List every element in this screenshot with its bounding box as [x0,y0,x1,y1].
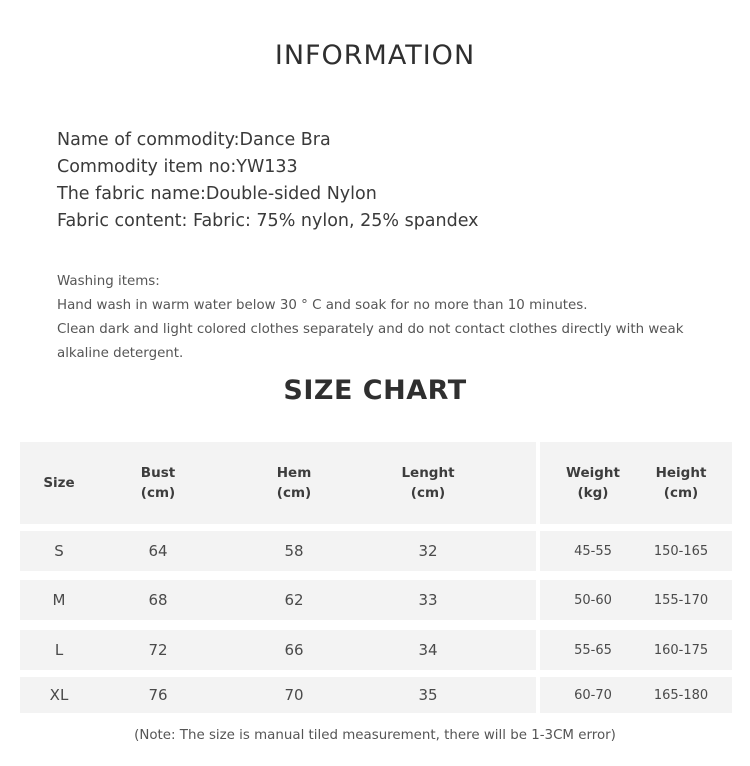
cell-bust: 76 [148,686,168,704]
cell-weight: 60-70 [574,687,612,703]
cell-size: L [54,641,64,659]
cell-height: 165-180 [653,687,709,703]
washing-instructions [57,270,717,366]
header-length: Lenght (cm) [401,465,455,501]
fabric-content: Fabric content: Fabric: 75% nylon, 25% spandex [57,211,479,231]
cell-height: 150-165 [653,543,709,559]
cell-length: 33 [418,591,438,609]
cell-length: 32 [418,542,438,560]
header-weight: Weight (kg) [566,465,620,501]
fabric-name: The fabric name:Double-sided Nylon [57,184,377,204]
cell-height: 160-175 [653,642,709,658]
commodity-name: Name of commodity:Dance Bra [57,130,331,150]
cell-bust: 72 [148,641,168,659]
header-bust: Bust (cm) [140,465,176,501]
washing-line-2: Clean dark and light colored clothes separately and do not contact clothes directly with weak alkaline detergent. [57,322,684,361]
header-hem: Hem (cm) [276,465,312,501]
table-header-row [20,442,732,524]
cell-hem: 66 [284,641,304,659]
cell-weight: 50-60 [574,592,612,608]
cell-hem: 62 [284,591,304,609]
cell-hem: 58 [284,542,304,560]
washing-heading: Washing items: [57,274,160,289]
product-info [57,127,479,235]
cell-bust: 64 [148,542,168,560]
washing-line-1: Hand wash in warm water below 30 ° C and soak for no more than 10 minutes. [57,298,588,313]
cell-size: S [54,542,64,560]
information-title: INFORMATION [274,40,476,71]
cell-height: 155-170 [653,592,709,608]
cell-bust: 68 [148,591,168,609]
table-row [20,677,732,713]
cell-weight: 55-65 [574,642,612,658]
cell-weight: 45-55 [574,543,612,559]
cell-length: 34 [418,641,438,659]
cell-size: XL [49,686,69,704]
size-chart-note: (Note: The size is manual tiled measurement, there will be 1-3CM error) [134,728,616,743]
table-row [20,580,732,620]
cell-size: M [52,591,66,609]
cell-hem: 70 [284,686,304,704]
table-row [20,630,732,670]
header-height: Height (cm) [655,465,707,501]
size-chart-title: SIZE CHART [283,375,467,406]
header-size: Size [43,475,75,491]
table-row [20,531,732,571]
cell-length: 35 [418,686,438,704]
commodity-item-no: Commodity item no:YW133 [57,157,298,177]
